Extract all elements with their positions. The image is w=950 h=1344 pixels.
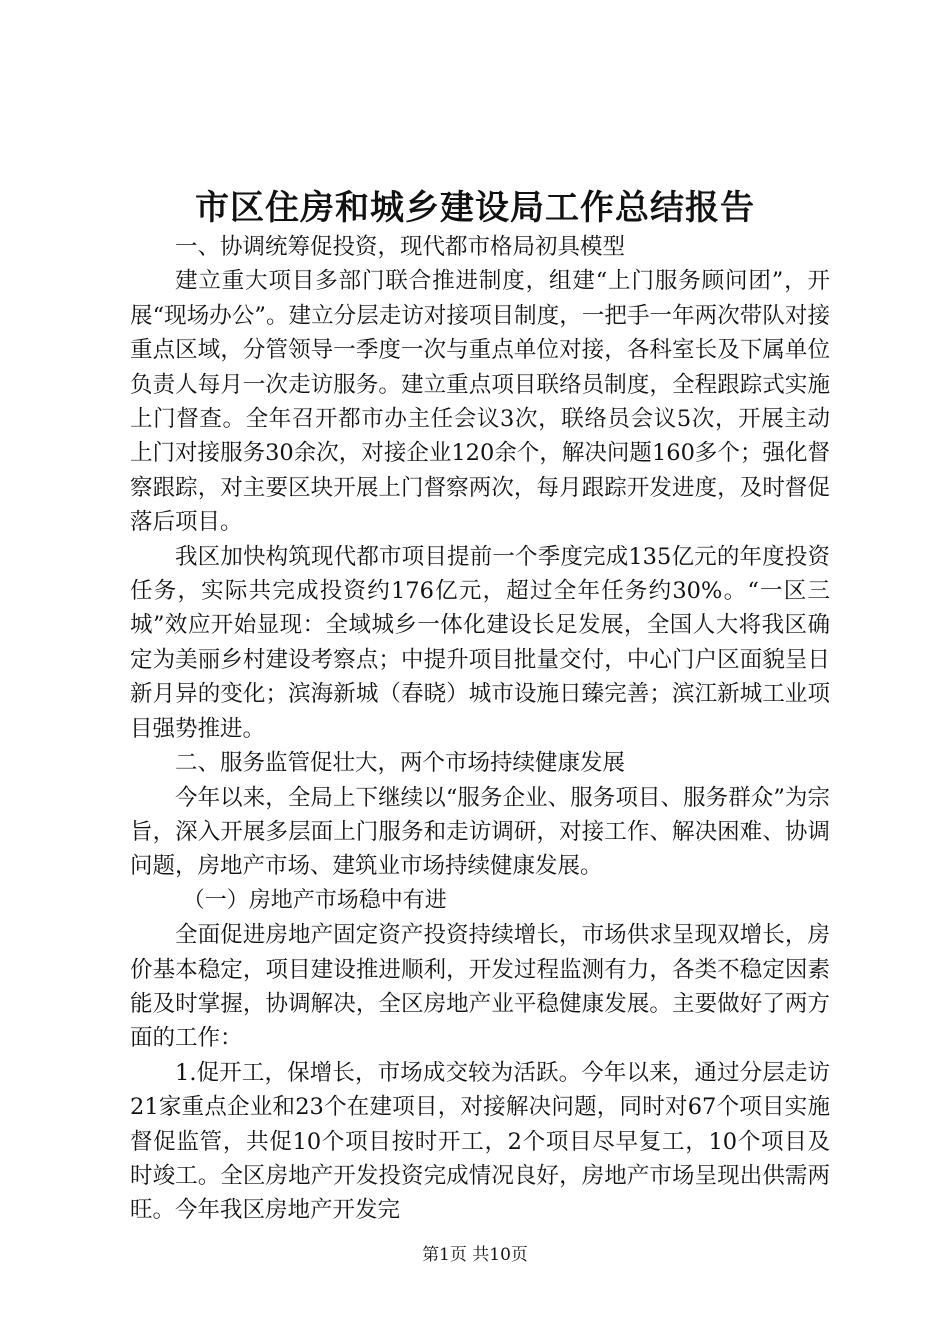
- section-heading-2: 二、服务监管促壮大，两个市场持续健康发展: [175, 750, 626, 777]
- page-footer: 第1页 共10页: [422, 1245, 528, 1265]
- document-title: 市区住房和城乡建设局工作总结报告: [195, 188, 755, 228]
- paragraph-4: 全面促进房地产固定资产投资持续增长，市场供求呈现双增长，房价基本稳定，项目建设推进顺利，开发过程监测有力，各类不稳定因素能及时掌握，协调解决，全区房地产业平稳健康发展。主要做好了两方面的工作：: [130, 922, 830, 1052]
- section-heading-1: 一、协调统筹促投资，现代都市格局初具模型: [175, 234, 626, 260]
- paragraph-5: 1.促开工，保增长，市场成交较为活跃。今年以来，通过分层走访21家重点企业和23个在建项目，对接解决问题，同时对67个项目实施督促监管，共促10个项目按时开工，2个项目尽早复工，10个项目及时竣工。全区房地产开发投资完成情况良好，房地产市场呈现出供需两旺。今年我区房地产开发完: [130, 1059, 830, 1224]
- paragraph-1: 建立重大项目多部门联合推进制度，组建“上门服务顾问团”，开展“现场办公”。建立分层走访对接项目制度，一把手一年两次带队对接重点区域，分管领导一季度一次与重点单位对接，各科室长及下属单位负责人每月一次走访服务。建立重点项目联络员制度，全程跟踪式实施上门督查。全年召开都市办主任会议3次，联络员会议5次，开展主动上门对接服务30余次，对接企业120余个，解决问题160多个；强化督察跟踪，对主要区块开展上门督察两次，每月跟踪开发进度，及时督促落后项目。: [130, 268, 830, 536]
- subsection-heading-1: （一）房地产市场稳中有进: [182, 887, 447, 913]
- paragraph-3: 今年以来，全局上下继续以“服务企业、服务项目、服务群众”为宗旨，深入开展多层面上门服务和走访调研，对接工作、解决困难、协调问题，房地产市场、建筑业市场持续健康发展。: [130, 784, 830, 880]
- document-body: [130, 230, 830, 1228]
- paragraph-2: 我区加快构筑现代都市项目提前一个季度完成135亿元的年度投资任务，实际共完成投资约176亿元，超过全年任务约30%。“一区三城”效应开始显现：全域城乡一体化建设长足发展，全国人大将我区确定为美丽乡村建设考察点；中提升项目批量交付，中心门户区面貌呈日新月异的变化；滨海新城（春晓）城市设施日臻完善；滨江新城工业项目强势推进。: [130, 543, 830, 742]
